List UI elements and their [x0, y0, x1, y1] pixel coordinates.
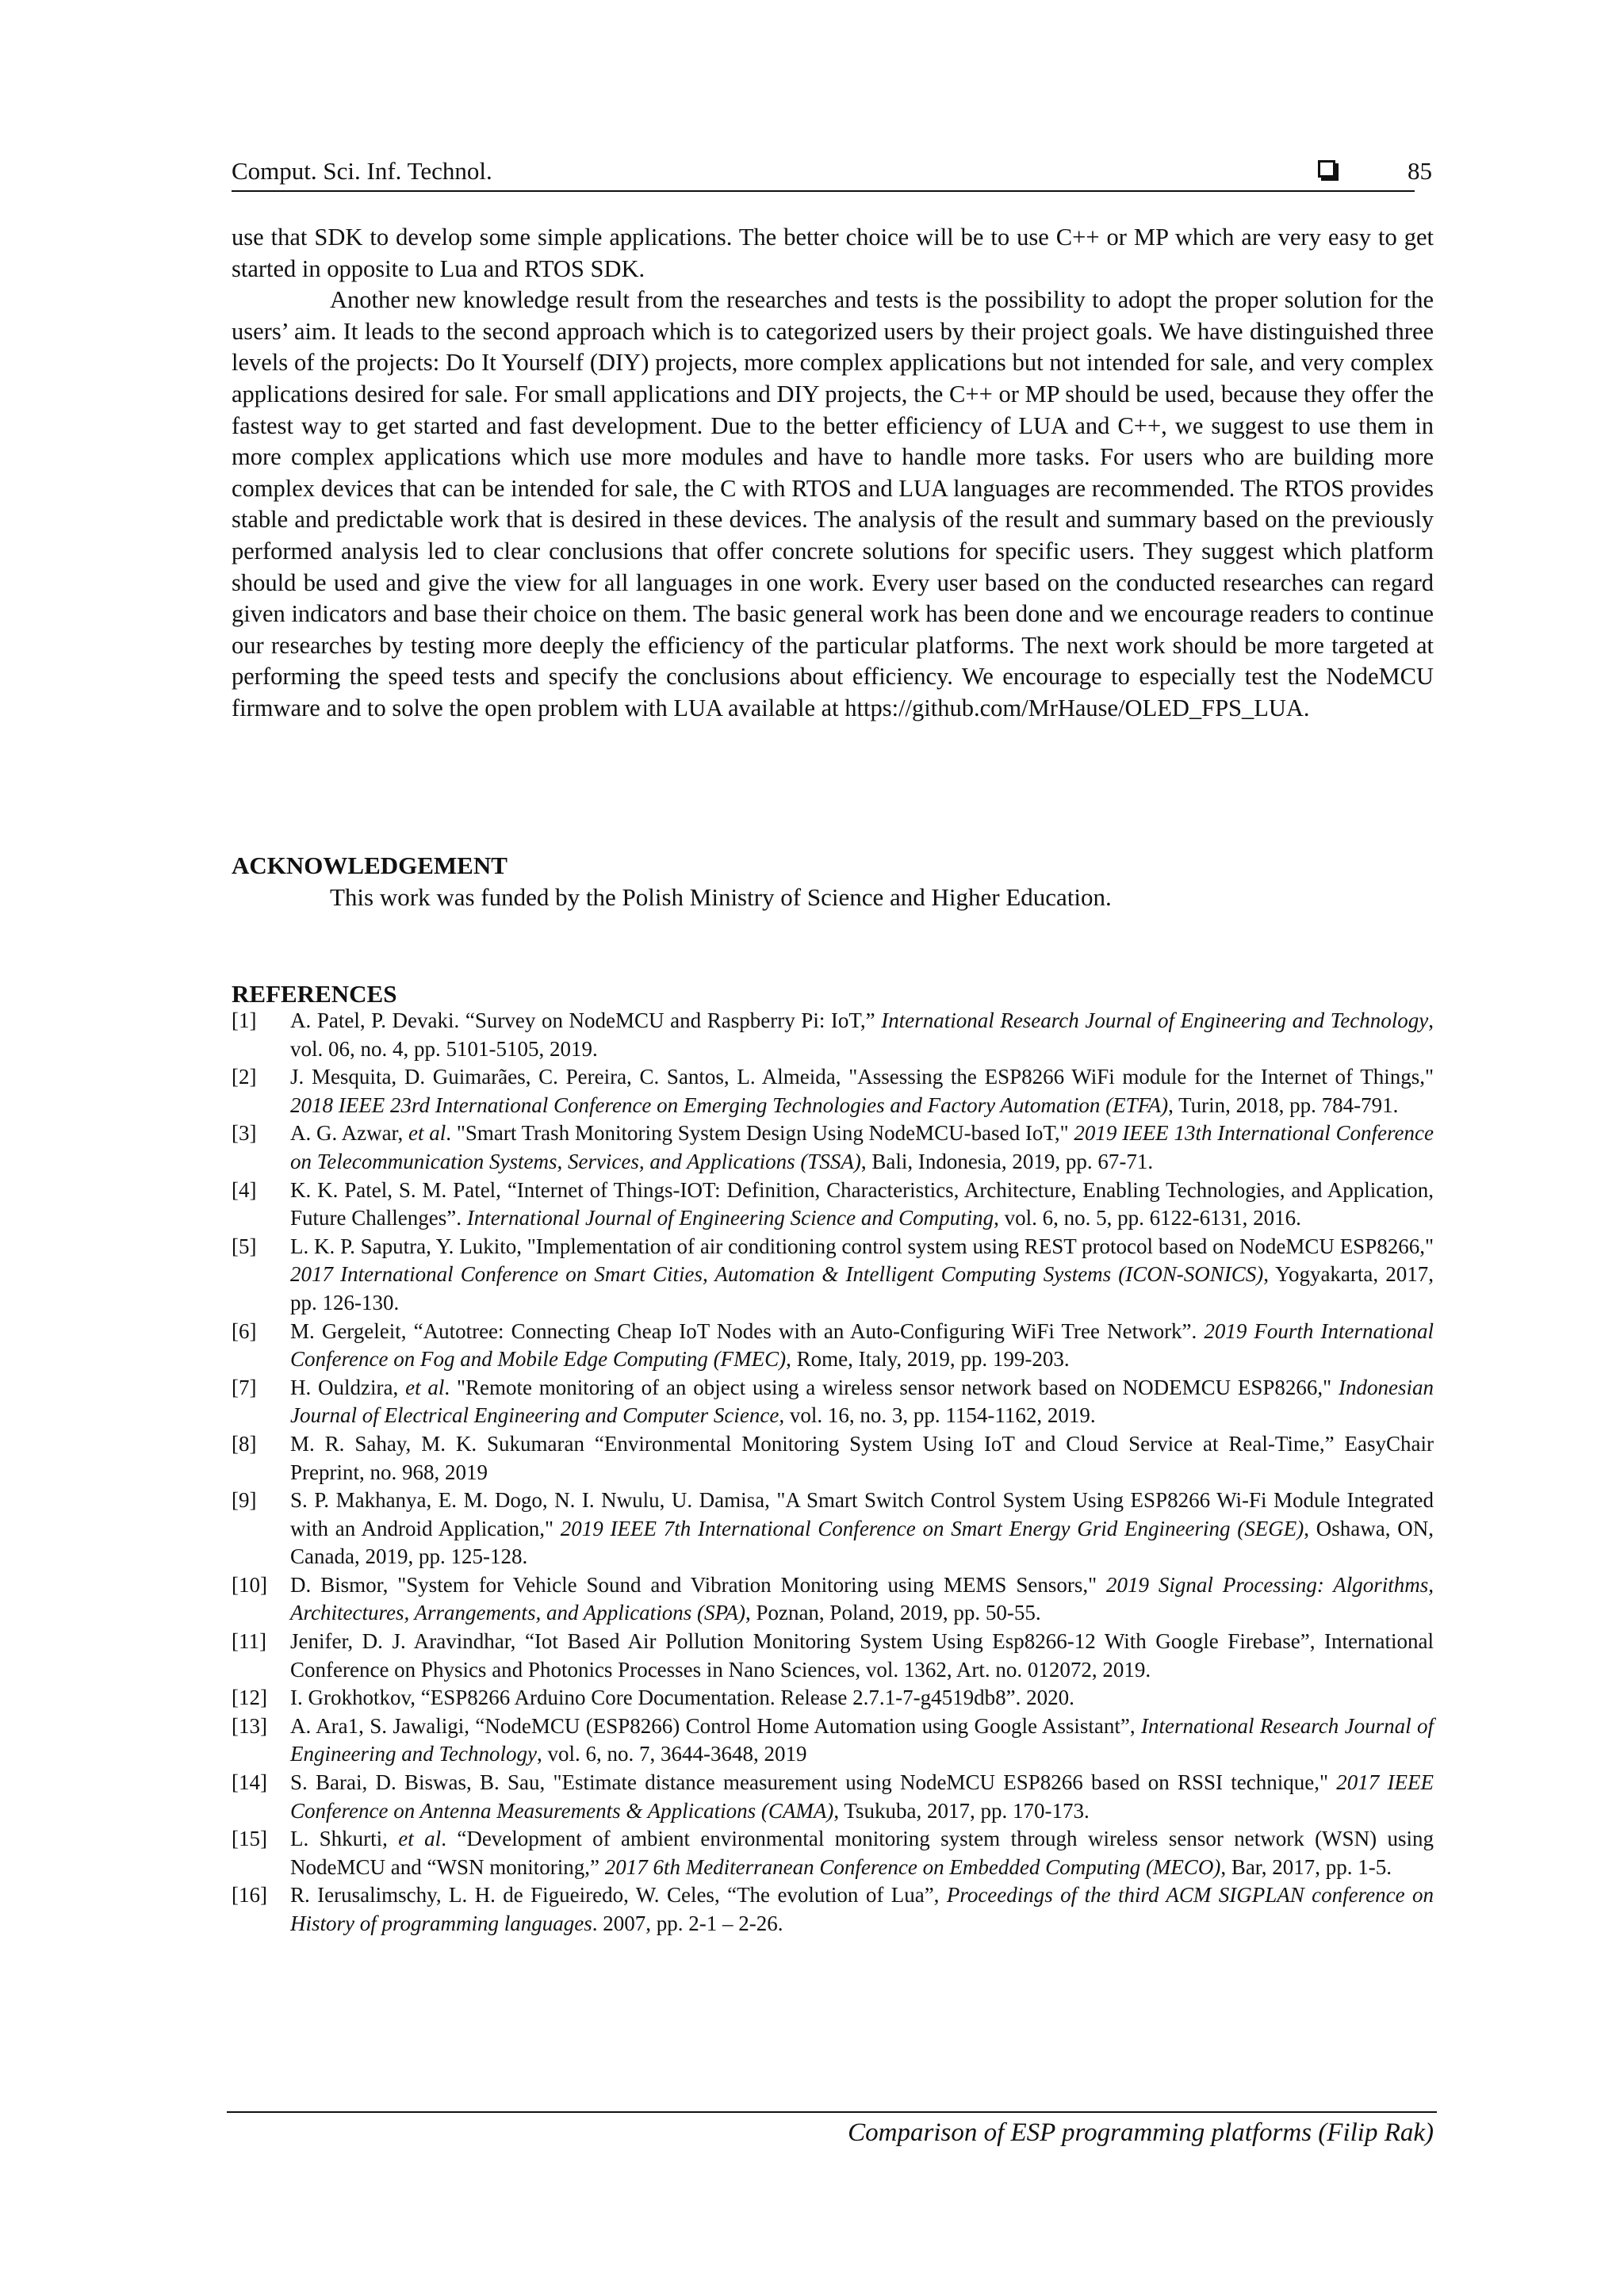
journal-name: Comput. Sci. Inf. Technol.	[232, 157, 492, 185]
reference-venue: Indonesian Journal of Electrical Engineering and Computer Science,	[290, 1375, 1434, 1428]
reference-text: M. R. Sahay, M. K. Sukumaran “Environmental Monitoring System Using IoT and Cloud Service at Real-Time,” EasyChair Preprint, no. 968, 2019	[290, 1431, 1434, 1484]
body-paragraph: Another new knowledge result from the researches and tests is the possibility to adopt the proper solution for the users’ aim. It leads to the second approach which is to categorized users by their project goals. We have distinguished three levels of the projects: Do It Yourself (DIY) projects, more complex applications but not intended for sale, and very complex applications desired for sale. For small applications and DIY projects, the C++ or MP should be used, because they offer the fastest way to get started and fast development. Due to the better efficiency of LUA and C++, we suggest to use them in more complex applications which use more modules and have to handle more tasks. For users who are building more complex devices that can be intended for sale, the C with RTOS and LUA languages are recommended. The RTOS provides stable and predictable work that is desired in these devices. The analysis of the result and summary based on the previously performed analysis led to clear conclusions that offer concrete solutions for specific users. They suggest which platform should be used and give the view for all languages in one work. Every user based on the conducted researches can regard given indicators and base their choice on them. The basic general work has been done and we encourage readers to continue our researches by testing more deeply the efficiency of the particular platforms. The next work should be more targeted at performing the speed tests and specify the conclusions about efficiency. We encourage to especially test the NodeMCU firmware and to solve the open problem with LUA available at https://github.com/MrHause/OLED_FPS_LUA.	[232, 286, 1434, 721]
reference-number: [7]	[232, 1375, 257, 1399]
body-text	[232, 222, 1434, 725]
reference-number: [16]	[232, 1883, 267, 1908]
reference-text: A. Ara1, S. Jawaligi, “NodeMCU (ESP8266) Control Home Automation using Google Assistant”,	[290, 1713, 1141, 1738]
reference-number: [13]	[232, 1713, 267, 1738]
reference-venue: International Research Journal of Engineering and Technology	[290, 1713, 1434, 1766]
reference-text: . “Development of ambient environmental monitoring system through wireless sensor network (WSN) using NodeMCU and “WSN monitoring,”	[290, 1827, 1434, 1879]
reference-text: L. Shkurti,	[290, 1827, 399, 1851]
reference-number: [1]	[232, 1008, 257, 1032]
reference-number: [10]	[232, 1572, 267, 1597]
reference-text: . "Remote monitoring of an object using a wireless sensor network based on NODEMCU ESP8266,"	[444, 1375, 1339, 1399]
reference-text: , Rome, Italy, 2019, pp. 199-203.	[786, 1347, 1070, 1372]
reference-item	[232, 1487, 1434, 1571]
reference-text: M. Gergeleit, “Autotree: Connecting Cheap IoT Nodes with an Auto-Configuring WiFi Tree Network”.	[290, 1318, 1205, 1343]
reference-text: A. G. Azwar,	[290, 1121, 408, 1146]
reference-text: J. Mesquita, D. Guimarães, C. Pereira, C. Santos, L. Almeida, "Assessing the ESP8266 WiFi module for the Internet of Things,"	[290, 1065, 1434, 1089]
reference-number: [11]	[232, 1629, 266, 1654]
reference-item	[232, 1374, 1434, 1430]
reference-text: S. P. Makhanya, E. M. Dogo, N. I. Nwulu, U. Damisa, "A Smart Switch Control System Using ESP8266 Wi-Fi Module Integrated with an Android Application,"	[290, 1488, 1434, 1540]
reference-venue: et al	[405, 1375, 445, 1399]
reference-text: D. Bismor, "System for Vehicle Sound and Vibration Monitoring using MEMS Sensors,"	[290, 1572, 1107, 1597]
reference-item	[232, 1430, 1434, 1487]
reference-item	[232, 1063, 1434, 1119]
reference-item	[232, 1119, 1434, 1176]
reference-item	[232, 1628, 1434, 1684]
reference-text: , vol. 6, no. 5, pp. 6122-6131, 2016.	[994, 1206, 1301, 1230]
reference-text: vol. 16, no. 3, pp. 1154-1162, 2019.	[784, 1403, 1096, 1428]
reference-text: K. K. Patel, S. M. Patel, “Internet of Things-IOT: Definition, Characteristics, Architecture, Enabling Technologies, and Application, Future Challenges”.	[290, 1177, 1434, 1230]
page-number: 85	[1408, 157, 1432, 185]
reference-venue: 2017 6th Mediterranean Conference on Embedded Computing (MECO)	[604, 1854, 1221, 1879]
reference-venue: 2019 Fourth International Conference on Fog and Mobile Edge Computing (FMEC)	[290, 1318, 1434, 1372]
reference-text: . "Smart Trash Monitoring System Design Using NodeMCU-based IoT,"	[446, 1121, 1074, 1146]
reference-venue: 2019 IEEE 13th International Conference on Telecommunication Systems, Services, and Applications (TSSA)	[290, 1121, 1434, 1173]
reference-text: , Bali, Indonesia, 2019, pp. 67-71.	[860, 1149, 1154, 1173]
body-paragraph: use that SDK to develop some simple applications. The better choice will be to use C++ or MP which are very easy to get started in opposite to Lua and RTOS SDK.	[232, 224, 1434, 282]
reference-item	[232, 1571, 1434, 1628]
reference-text: Jenifer, D. J. Aravindhar, “Iot Based Air Pollution Monitoring System Using Esp8266-12 With Google Firebase”, International Conference on Physics and Photonics Processes in Nano Sciences, vol. 1362, Art. no. 012072, 2019.	[290, 1629, 1434, 1682]
reference-venue: 2017 IEEE Conference on Antenna Measurements & Applications (CAMA)	[290, 1770, 1434, 1823]
reference-number: [15]	[232, 1827, 267, 1851]
reference-number: [6]	[232, 1318, 257, 1343]
footer-rule	[227, 2111, 1437, 2113]
running-footer: Comparison of ESP programming platforms (Filip Rak)	[848, 2118, 1434, 2147]
reference-venue: et al	[398, 1827, 442, 1851]
reference-venue: International Research Journal of Engineering and Technology	[881, 1008, 1429, 1032]
reference-text: A. Patel, P. Devaki. “Survey on NodeMCU and Raspberry Pi: IoT,”	[290, 1008, 882, 1032]
reference-item	[232, 1177, 1434, 1233]
reference-number: [3]	[232, 1121, 257, 1146]
reference-number: [5]	[232, 1234, 257, 1258]
acknowledgement-text: This work was funded by the Polish Ministry of Science and Higher Education.	[330, 883, 1112, 911]
square-icon	[1318, 160, 1335, 178]
reference-item	[232, 1684, 1434, 1712]
acknowledgement-heading: ACKNOWLEDGEMENT	[232, 851, 508, 879]
reference-item	[232, 1712, 1434, 1769]
reference-text: , Oshawa, ON, Canada, 2019, pp. 125-128.	[290, 1516, 1434, 1569]
reference-venue: 2018 IEEE 23rd International Conference on Emerging Technologies and Factory Automation (ETFA)	[290, 1093, 1169, 1117]
reference-text: . 2007, pp. 2-1 – 2-26.	[592, 1911, 783, 1935]
reference-number: [4]	[232, 1177, 257, 1202]
reference-text: , Poznan, Poland, 2019, pp. 50-55.	[745, 1601, 1041, 1625]
reference-text: , Yogyakarta, 2017, pp. 126-130.	[290, 1262, 1434, 1314]
reference-item	[232, 1881, 1434, 1938]
reference-venue: 2019 IEEE 7th International Conference on Smart Energy Grid Engineering (SEGE)	[560, 1516, 1304, 1540]
reference-venue: Proceedings of the third ACM SIGPLAN conference on History of programming languages	[290, 1883, 1434, 1935]
reference-text: R. Ierusalimschy, L. H. de Figueiredo, W. Celes, “The evolution of Lua”,	[290, 1883, 947, 1908]
reference-number: [8]	[232, 1431, 257, 1456]
reference-number: [12]	[232, 1686, 267, 1710]
reference-text: , Bar, 2017, pp. 1-5.	[1220, 1854, 1392, 1879]
reference-text: L. K. P. Saputra, Y. Lukito, "Implementation of air conditioning control system using REST protocol based on NodeMCU ESP8266,"	[290, 1234, 1434, 1258]
running-header	[232, 155, 1440, 192]
references-heading: REFERENCES	[232, 980, 397, 1008]
reference-text: I. Grokhotkov, “ESP8266 Arduino Core Documentation. Release 2.7.1-7-g4519db8”. 2020.	[290, 1686, 1074, 1710]
reference-text: , vol. 06, no. 4, pp. 5101-5105, 2019.	[290, 1008, 1434, 1061]
reference-venue: International Journal of Engineering Science and Computing	[466, 1206, 994, 1230]
reference-number: [14]	[232, 1770, 267, 1795]
reference-text: S. Barai, D. Biswas, B. Sau, "Estimate distance measurement using NodeMCU ESP8266 based on RSSI technique,"	[290, 1770, 1337, 1795]
header-rule	[232, 190, 1415, 192]
reference-venue: 2017 International Conference on Smart Cities, Automation & Intelligent Computing Systems (ICON-SONICS)	[290, 1262, 1264, 1287]
reference-item	[232, 1825, 1434, 1881]
reference-number: [9]	[232, 1488, 257, 1513]
reference-venue: et al	[408, 1121, 446, 1146]
reference-text: , vol. 6, no. 7, 3644-3648, 2019	[536, 1742, 807, 1766]
references-list	[232, 1007, 1434, 1938]
reference-item	[232, 1233, 1434, 1318]
reference-text: H. Ouldzira,	[290, 1375, 406, 1399]
reference-item	[232, 1007, 1434, 1063]
reference-item	[232, 1769, 1434, 1825]
reference-number: [2]	[232, 1065, 257, 1089]
reference-venue: 2019 Signal Processing: Algorithms, Architectures, Arrangements, and Applications (SPA)	[290, 1572, 1434, 1625]
reference-item	[232, 1318, 1434, 1374]
reference-text: , Turin, 2018, pp. 784-791.	[1168, 1093, 1399, 1117]
reference-text: , Tsukuba, 2017, pp. 170-173.	[833, 1798, 1090, 1823]
